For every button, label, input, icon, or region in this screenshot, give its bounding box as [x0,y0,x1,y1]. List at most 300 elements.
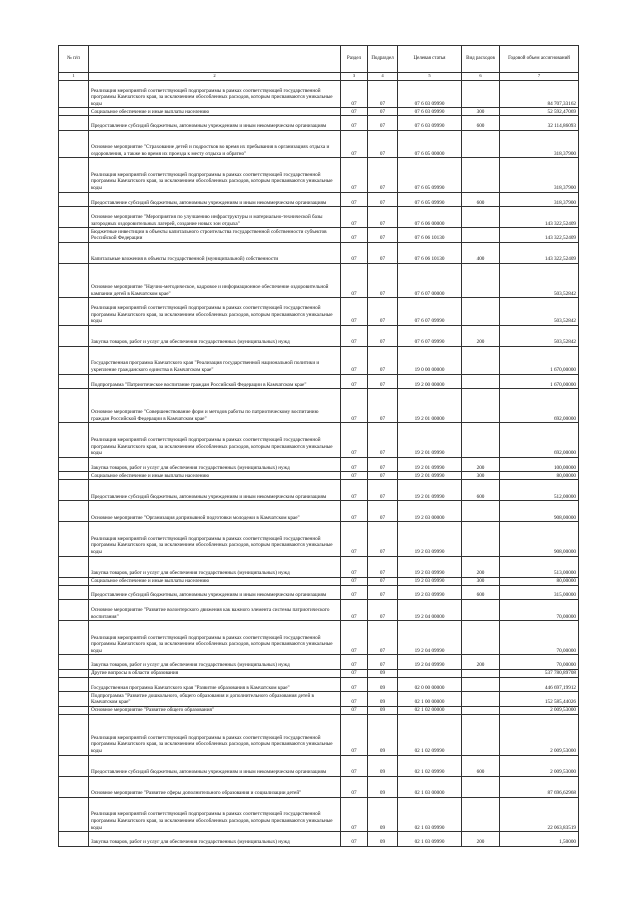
row-target-cell: 07 6 05 09990 [398,192,462,207]
row-amount-cell: 513,00000 [500,556,579,577]
row-exp-type-cell [462,228,500,243]
row-name-cell: Капитальные вложения в объекты государственной (муниципальной) собственности [89,242,341,263]
row-subsection-cell: 09 [368,692,398,707]
row-name-cell: Реализация мероприятий соответствующей подпрограммы в рамках соответствующей государственной программы Камчатского края, за исключением обособленных расходов, которым присваиваются уникальные коды [89,621,341,655]
row-section-cell: 07 [341,108,368,116]
row-section-cell: 07 [341,577,368,585]
row-amount-cell: 446 697,19912 [500,677,579,692]
row-exp-type-cell [462,714,500,755]
row-number-cell [59,501,89,522]
row-amount-cell: 1,50000 [500,832,579,847]
row-exp-type-cell [462,130,500,158]
row-number-cell [59,755,89,776]
table-row [59,522,579,556]
row-subsection-cell: 07 [368,423,398,457]
row-subsection-cell: 07 [368,325,398,346]
row-exp-type-cell [462,374,500,389]
row-subsection-cell: 09 [368,669,398,677]
row-amount-cell: 692,00000 [500,389,579,423]
row-name-cell: Бюджетные инвестиции в объекты капитального строительства государственной собственности субъектов Российской Федерации [89,228,341,243]
row-number-cell [59,242,89,263]
row-subsection-cell: 07 [368,116,398,131]
row-target-cell: 07 6 06 10130 [398,228,462,243]
row-amount-cell: 1 670,00000 [500,346,579,374]
row-target-cell: 02 1 02 09990 [398,714,462,755]
row-section-cell: 07 [341,776,368,797]
table-row [59,714,579,755]
row-section-cell: 07 [341,116,368,131]
row-name-cell: Основное мероприятие "Развитие сферы дополнительного образования и социализации детей" [89,776,341,797]
col-header-exp-type: Вид расходов [462,46,500,73]
row-exp-type-cell [462,501,500,522]
row-amount-cell: 512,00000 [500,480,579,501]
row-exp-type-cell: 200 [462,556,500,577]
table-row [59,472,579,480]
row-number-cell [59,472,89,480]
row-target-cell: 19 2 04 09990 [398,655,462,670]
row-number-cell [59,677,89,692]
row-name-cell: Закупка товаров, работ и услуг для обеспечения государственных (муниципальных) нужд [89,556,341,577]
row-name-cell: Предоставление субсидий бюджетным, автономным учреждениям и иным некоммерческим организациям [89,192,341,207]
row-exp-type-cell: 200 [462,832,500,847]
row-exp-type-cell: 200 [462,457,500,472]
row-target-cell: 19 2 01 09990 [398,457,462,472]
row-amount-cell: 315,00000 [500,585,579,600]
row-name-cell: Социальное обеспечение и иные выплаты населению [89,472,341,480]
row-subsection-cell: 07 [368,501,398,522]
row-number-cell [59,108,89,116]
row-target-cell: 07 6 05 00000 [398,130,462,158]
row-section-cell: 07 [341,472,368,480]
row-number-cell [59,116,89,131]
table-header-row [59,46,579,73]
row-subsection-cell: 07 [368,655,398,670]
row-exp-type-cell [462,776,500,797]
row-target-cell: 19 2 01 09990 [398,480,462,501]
row-number-cell [59,457,89,472]
row-number-cell [59,207,89,228]
row-amount-cell: 318,37900 [500,158,579,192]
col-index: 5 [398,73,462,81]
table-row [59,457,579,472]
row-subsection-cell: 07 [368,556,398,577]
row-subsection-cell: 07 [368,228,398,243]
row-name-cell: Государственная программа Камчатского края "Развитие образования в Камчатском крае" [89,677,341,692]
row-section-cell: 07 [341,263,368,297]
table-row [59,797,579,831]
row-number-cell [59,389,89,423]
row-amount-cell: 2 009,53000 [500,755,579,776]
row-section-cell: 07 [341,457,368,472]
row-number-cell [59,130,89,158]
row-exp-type-cell [462,621,500,655]
col-index: 4 [368,73,398,81]
row-name-cell: Государственная программа Камчатского края "Реализация государственной национальной политики и укрепление гражданского единства в Камчатском крае" [89,346,341,374]
row-amount-cell: 70,00000 [500,600,579,621]
col-index: 2 [89,73,341,81]
row-exp-type-cell [462,298,500,326]
table-row [59,374,579,389]
row-amount-cell: 2 009,53000 [500,706,579,714]
row-exp-type-cell: 600 [462,755,500,776]
row-exp-type-cell [462,207,500,228]
row-number-cell [59,655,89,670]
row-number-cell [59,621,89,655]
row-name-cell: Другие вопросы в области образования [89,669,341,677]
row-section-cell: 07 [341,130,368,158]
row-subsection-cell: 07 [368,577,398,585]
table-row [59,130,579,158]
row-section-cell: 07 [341,669,368,677]
row-exp-type-cell: 600 [462,585,500,600]
row-amount-cell: 2 009,53000 [500,714,579,755]
row-subsection-cell: 07 [368,207,398,228]
row-amount-cell: 503,52842 [500,263,579,297]
row-target-cell: 19 2 01 09990 [398,423,462,457]
row-number-cell [59,832,89,847]
row-name-cell: Закупка товаров, работ и услуг для обеспечения государственных (муниципальных) нужд [89,655,341,670]
row-number-cell [59,585,89,600]
row-amount-cell: 80,00000 [500,577,579,585]
row-amount-cell: 143 322,52409 [500,242,579,263]
row-number-cell [59,669,89,677]
row-amount-cell: 70,00000 [500,655,579,670]
row-target-cell: 07 6 07 00000 [398,263,462,297]
table-row [59,706,579,714]
table-row [59,755,579,776]
row-number-cell [59,714,89,755]
row-number-cell [59,346,89,374]
row-number-cell [59,692,89,707]
row-section-cell: 07 [341,158,368,192]
table-row [59,501,579,522]
row-number-cell [59,600,89,621]
row-subsection-cell: 09 [368,832,398,847]
row-amount-cell: 908,00000 [500,501,579,522]
row-exp-type-cell: 600 [462,192,500,207]
row-amount-cell: 908,00000 [500,522,579,556]
row-subsection-cell: 07 [368,298,398,326]
row-subsection-cell: 07 [368,522,398,556]
row-subsection-cell: 07 [368,374,398,389]
row-target-cell: 07 6 06 00000 [398,207,462,228]
row-target-cell: 19 2 03 09990 [398,556,462,577]
table-row [59,158,579,192]
col-index: 6 [462,73,500,81]
table-row [59,776,579,797]
row-name-cell: Предоставление субсидий бюджетным, автономным учреждениям и иным некоммерческим организациям [89,480,341,501]
row-subsection-cell: 07 [368,621,398,655]
table-row [59,621,579,655]
row-name-cell: Реализация мероприятий соответствующей подпрограммы в рамках соответствующей государственной программы Камчатского края, за исключением обособленных расходов, которым присваиваются уникальные коды [89,298,341,326]
row-section-cell: 07 [341,585,368,600]
row-name-cell: Основное мероприятие "Мероприятия по улучшению инфраструктуры и материально-технической базы загородных оздоровительных лагерей, создание новых зон отдыха" [89,207,341,228]
row-section-cell: 07 [341,480,368,501]
row-section-cell: 07 [341,755,368,776]
row-section-cell: 07 [341,600,368,621]
row-target-cell: 02 1 03 09990 [398,832,462,847]
row-exp-type-cell [462,423,500,457]
row-amount-cell: 32 114,86093 [500,116,579,131]
row-section-cell: 07 [341,832,368,847]
table-row [59,832,579,847]
table-row [59,389,579,423]
row-target-cell: 19 2 03 09990 [398,585,462,600]
row-name-cell: Реализация мероприятий соответствующей подпрограммы в рамках соответствующей государственной программы Камчатского края, за исключением обособленных расходов, которым присваиваются уникальные коды [89,423,341,457]
row-target-cell: 07 6 06 10130 [398,242,462,263]
row-name-cell: Социальное обеспечение и иные выплаты населению [89,108,341,116]
row-amount-cell: 70,00000 [500,621,579,655]
row-exp-type-cell [462,80,500,108]
table-row [59,556,579,577]
row-section-cell: 07 [341,389,368,423]
row-exp-type-cell: 400 [462,242,500,263]
row-name-cell: Основное мероприятие "Развитие общего образования" [89,706,341,714]
row-name-cell: Подпрограмма "Развитие дошкольного, общего образования и дополнительного образования детей в Камчатском крае" [89,692,341,707]
row-section-cell: 07 [341,80,368,108]
row-exp-type-cell: 600 [462,480,500,501]
row-section-cell: 07 [341,192,368,207]
row-number-cell [59,298,89,326]
row-name-cell: Основное мероприятие "Научно-методическое, кадровое и информационное обеспечение оздоровительной кампании детей в Камчатском крае" [89,263,341,297]
table-row [59,346,579,374]
row-section-cell: 07 [341,228,368,243]
row-subsection-cell: 09 [368,797,398,831]
table-row [59,480,579,501]
table-body [59,80,579,846]
row-subsection-cell: 09 [368,714,398,755]
row-target-cell: 07 6 05 09990 [398,158,462,192]
row-subsection-cell: 07 [368,242,398,263]
row-amount-cell: 692,00000 [500,423,579,457]
row-section-cell: 07 [341,621,368,655]
row-number-cell [59,706,89,714]
row-number-cell [59,522,89,556]
row-number-cell [59,480,89,501]
row-subsection-cell: 07 [368,472,398,480]
table-row [59,207,579,228]
table-row [59,677,579,692]
row-number-cell [59,556,89,577]
row-subsection-cell: 07 [368,263,398,297]
row-section-cell: 07 [341,374,368,389]
row-subsection-cell: 07 [368,192,398,207]
row-target-cell: 19 2 00 00000 [398,374,462,389]
row-target-cell: 19 2 03 09990 [398,522,462,556]
row-amount-cell: 503,52842 [500,298,579,326]
col-index: 1 [59,73,89,81]
table-row [59,116,579,131]
row-section-cell: 07 [341,797,368,831]
row-exp-type-cell: 200 [462,655,500,670]
row-exp-type-cell: 200 [462,325,500,346]
row-number-cell [59,423,89,457]
row-target-cell: 19 2 01 00000 [398,389,462,423]
row-name-cell: Закупка товаров, работ и услуг для обеспечения государственных (муниципальных) нужд [89,457,341,472]
table-row [59,423,579,457]
table-row [59,228,579,243]
row-section-cell: 07 [341,677,368,692]
table-row [59,192,579,207]
row-target-cell: 02 1 03 00000 [398,776,462,797]
row-amount-cell: 87 696,62968 [500,776,579,797]
row-subsection-cell: 07 [368,480,398,501]
row-number-cell [59,192,89,207]
table-row [59,600,579,621]
row-subsection-cell: 07 [368,158,398,192]
col-index: 3 [341,73,368,81]
row-target-cell: 07 6 03 09990 [398,116,462,131]
row-name-cell: Предоставление субсидий бюджетным, автономным учреждениям и иным некоммерческим организациям [89,585,341,600]
row-subsection-cell: 07 [368,457,398,472]
row-section-cell: 07 [341,423,368,457]
row-exp-type-cell [462,797,500,831]
row-name-cell: Основное мероприятие "Страхование детей и подростков во время их пребывания в организациях отдыха и оздоровления, а также во время их проезда к месту отдыха и обратно" [89,130,341,158]
row-target-cell: 19 2 04 09990 [398,621,462,655]
row-target-cell: 02 1 02 09990 [398,755,462,776]
row-amount-cell: 22 063,83519 [500,797,579,831]
table-row [59,80,579,108]
row-target-cell: 19 2 03 09990 [398,577,462,585]
row-subsection-cell: 09 [368,677,398,692]
table-row [59,655,579,670]
row-name-cell: Закупка товаров, работ и услуг для обеспечения государственных (муниципальных) нужд [89,325,341,346]
row-exp-type-cell [462,346,500,374]
row-number-cell [59,325,89,346]
row-number-cell [59,577,89,585]
row-name-cell: Подпрограмма "Патриотическое воспитание граждан Российской Федерации в Камчатском крае" [89,374,341,389]
row-target-cell: 19 2 04 00000 [398,600,462,621]
row-name-cell: Реализация мероприятий соответствующей подпрограммы в рамках соответствующей государственной программы Камчатского края, за исключением обособленных расходов, которым присваиваются уникальные коды [89,158,341,192]
row-amount-cell: 84 707,33162 [500,80,579,108]
row-exp-type-cell: 300 [462,577,500,585]
budget-table-page [58,45,578,847]
table-row [59,242,579,263]
row-name-cell: Реализация мероприятий соответствующей подпрограммы в рамках соответствующей государственной программы Камчатского края, за исключением обособленных расходов, которым присваиваются уникальные коды [89,80,341,108]
table-row [59,577,579,585]
row-section-cell: 07 [341,501,368,522]
col-header-target: Целевая статья [398,46,462,73]
row-section-cell: 07 [341,298,368,326]
row-exp-type-cell [462,522,500,556]
row-exp-type-cell [462,389,500,423]
row-number-cell [59,374,89,389]
row-name-cell: Реализация мероприятий соответствующей подпрограммы в рамках соответствующей государственной программы Камчатского края, за исключением обособленных расходов, которым присваиваются уникальные коды [89,797,341,831]
row-target-cell: 02 1 00 00000 [398,692,462,707]
row-exp-type-cell: 300 [462,108,500,116]
row-number-cell [59,80,89,108]
row-exp-type-cell: 300 [462,472,500,480]
row-name-cell: Основное мероприятие "Организация допризывной подготовки молодежи в Камчатском крае" [89,501,341,522]
row-amount-cell: 143 322,52409 [500,228,579,243]
row-exp-type-cell [462,692,500,707]
row-amount-cell: 318,37900 [500,130,579,158]
row-name-cell: Основное мероприятие "Развитие волонтерского движения как важного элемента системы патриотического воспитания" [89,600,341,621]
row-number-cell [59,263,89,297]
row-name-cell: Реализация мероприятий соответствующей подпрограммы в рамках соответствующей государственной программы Камчатского края, за исключением обособленных расходов, которым присваиваются уникальные коды [89,714,341,755]
row-target-cell [398,669,462,677]
row-number-cell [59,776,89,797]
row-target-cell: 02 0 00 00000 [398,677,462,692]
row-amount-cell: 537 780,89708 [500,669,579,677]
row-exp-type-cell [462,706,500,714]
row-subsection-cell: 09 [368,776,398,797]
row-name-cell: Предоставление субсидий бюджетным, автономным учреждениям и иным некоммерческим организациям [89,755,341,776]
row-amount-cell: 318,37900 [500,192,579,207]
row-target-cell: 02 1 02 00000 [398,706,462,714]
row-target-cell: 07 6 07 09990 [398,325,462,346]
row-section-cell: 07 [341,207,368,228]
table-row [59,585,579,600]
row-exp-type-cell: 600 [462,116,500,131]
col-header-amount: Годовой объем ассигнований [500,46,579,73]
row-number-cell [59,797,89,831]
row-section-cell: 07 [341,325,368,346]
row-name-cell: Реализация мероприятий соответствующей подпрограммы в рамках соответствующей государственной программы Камчатского края, за исключением обособленных расходов, которым присваиваются уникальные коды [89,522,341,556]
row-exp-type-cell [462,263,500,297]
col-header-section: Раздел [341,46,368,73]
row-amount-cell: 143 322,52409 [500,207,579,228]
row-section-cell: 07 [341,346,368,374]
row-name-cell: Основное мероприятие "Совершенствование форм и методов работы по патриотическому воспитанию граждан Российской Федерации в Камчатском крае" [89,389,341,423]
col-header-name [89,46,341,73]
row-target-cell: 19 2 01 09990 [398,472,462,480]
row-target-cell: 07 6 03 09990 [398,108,462,116]
row-exp-type-cell [462,600,500,621]
row-subsection-cell: 07 [368,130,398,158]
row-subsection-cell: 07 [368,80,398,108]
row-number-cell [59,228,89,243]
row-target-cell: 19 2 03 00000 [398,501,462,522]
row-section-cell: 07 [341,692,368,707]
table-row [59,669,579,677]
row-section-cell: 07 [341,655,368,670]
row-exp-type-cell [462,669,500,677]
col-header-subsection: Подраздел [368,46,398,73]
row-subsection-cell: 07 [368,346,398,374]
row-exp-type-cell [462,158,500,192]
row-subsection-cell: 09 [368,706,398,714]
table-row [59,298,579,326]
row-amount-cell: 80,00000 [500,472,579,480]
row-amount-cell: 52 592,47069 [500,108,579,116]
row-section-cell: 07 [341,714,368,755]
col-index: 7 [500,73,579,81]
row-amount-cell: 100,00000 [500,457,579,472]
row-exp-type-cell [462,677,500,692]
row-subsection-cell: 09 [368,755,398,776]
budget-table [58,45,579,847]
row-target-cell: 07 6 03 09990 [398,80,462,108]
row-name-cell: Предоставление субсидий бюджетным, автономным учреждениям и иным некоммерческим организациям [89,116,341,131]
row-subsection-cell: 07 [368,108,398,116]
row-name-cell: Социальное обеспечение и иные выплаты населению [89,577,341,585]
row-subsection-cell: 07 [368,600,398,621]
row-section-cell: 07 [341,706,368,714]
table-row [59,108,579,116]
table-row [59,263,579,297]
row-amount-cell: 152 585,44026 [500,692,579,707]
row-target-cell: 19 0 00 00000 [398,346,462,374]
table-row [59,692,579,707]
row-subsection-cell: 07 [368,389,398,423]
column-index-row [59,73,579,81]
row-section-cell: 07 [341,522,368,556]
row-target-cell: 02 1 03 09990 [398,797,462,831]
table-row [59,325,579,346]
col-header-number: № п/п [59,46,89,73]
row-target-cell: 07 6 07 09990 [398,298,462,326]
